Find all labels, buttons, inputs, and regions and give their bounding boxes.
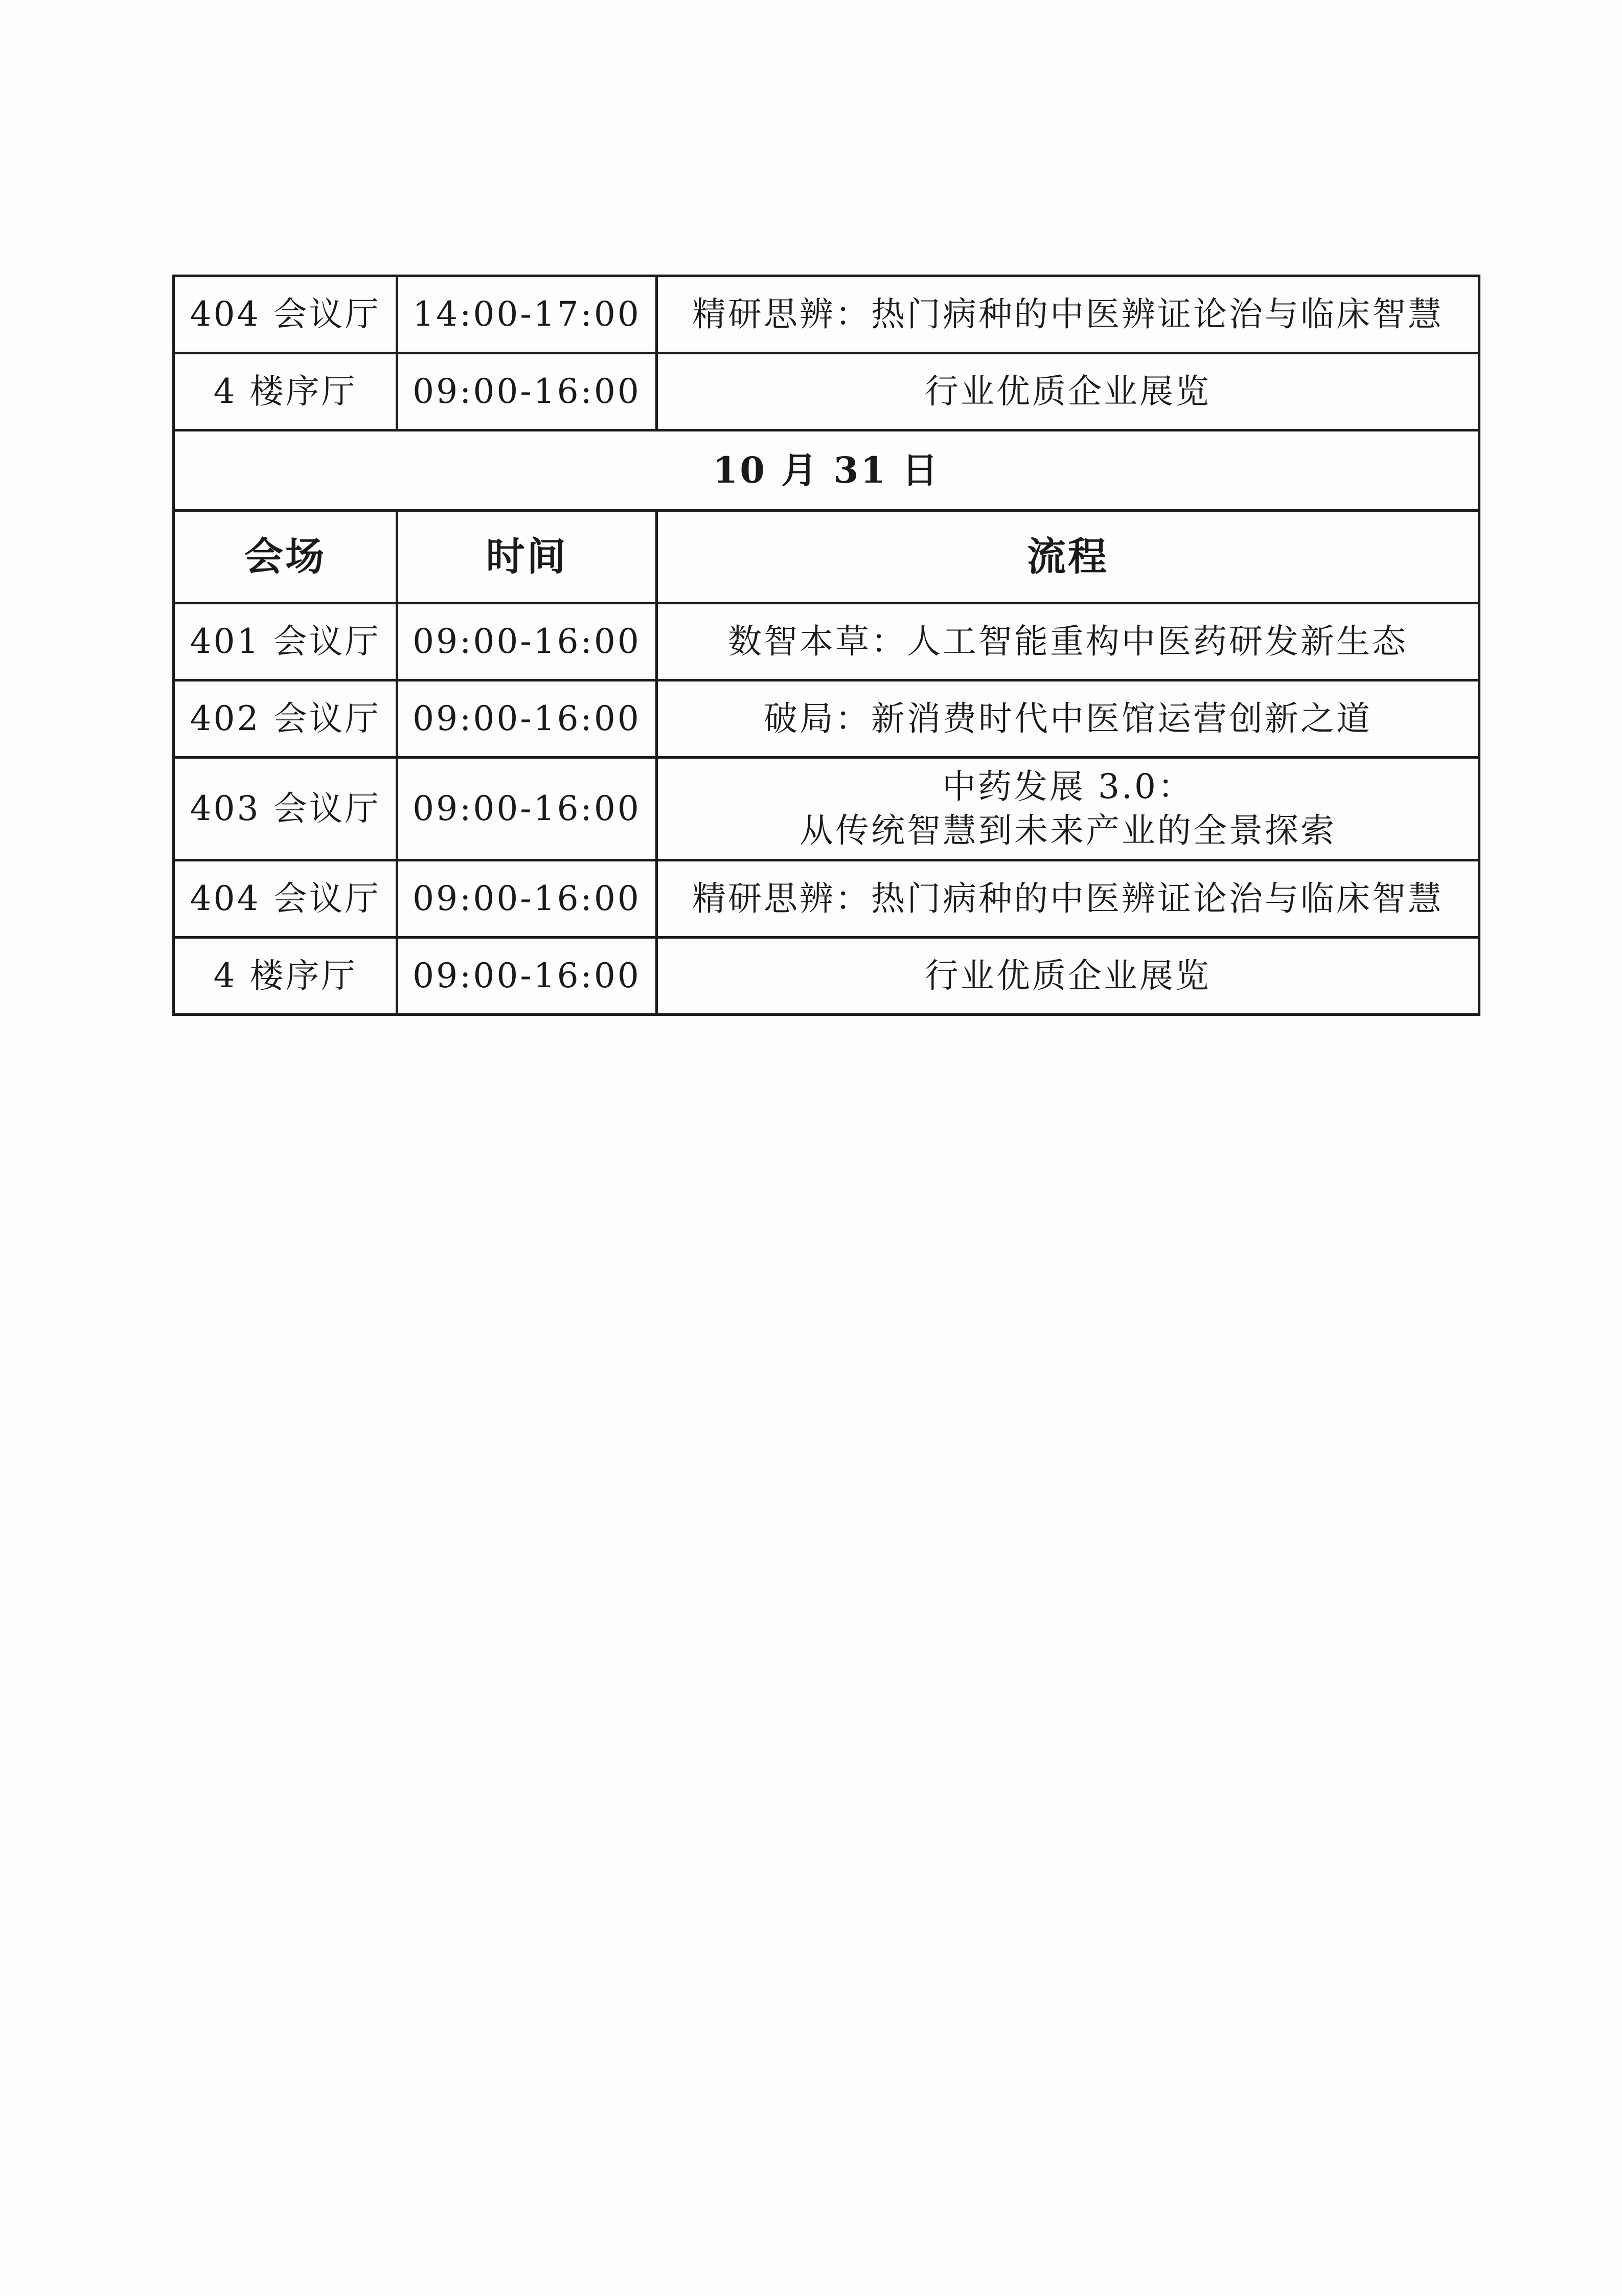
time-cell: 09:00-16:00 — [397, 680, 657, 758]
time-cell: 09:00-16:00 — [397, 938, 657, 1015]
column-header-row — [174, 511, 1479, 603]
venue-cell: 4 楼序厅 — [174, 938, 397, 1015]
venue-cell: 401 会议厅 — [174, 603, 397, 680]
time-cell: 14:00-17:00 — [397, 276, 657, 353]
venue-cell: 404 会议厅 — [174, 276, 397, 353]
day-header: 10 月 31 日 — [174, 430, 1479, 511]
flow-line: 从传统智慧到未来产业的全景探索 — [799, 811, 1336, 850]
flow-cell: 数智本草：人工智能重构中医药研发新生态 — [657, 603, 1479, 680]
table-row — [174, 680, 1479, 758]
flow-header: 流程 — [657, 511, 1479, 603]
table-row — [174, 276, 1479, 353]
time-cell: 09:00-16:00 — [397, 758, 657, 860]
table-row — [174, 860, 1479, 938]
table-row — [174, 938, 1479, 1015]
schedule-table — [172, 275, 1480, 1016]
flow-cell: 精研思辨：热门病种的中医辨证论治与临床智慧 — [657, 276, 1479, 353]
time-header: 时间 — [397, 511, 657, 603]
time-cell: 09:00-16:00 — [397, 353, 657, 430]
venue-cell: 404 会议厅 — [174, 860, 397, 938]
flow-cell: 行业优质企业展览 — [657, 353, 1479, 430]
venue-cell: 4 楼序厅 — [174, 353, 397, 430]
time-cell: 09:00-16:00 — [397, 860, 657, 938]
table-row — [174, 353, 1479, 430]
flow-cell — [657, 758, 1479, 860]
flow-cell: 破局：新消费时代中医馆运营创新之道 — [657, 680, 1479, 758]
flow-cell: 行业优质企业展览 — [657, 938, 1479, 1015]
venue-header: 会场 — [174, 511, 397, 603]
date-row — [174, 430, 1479, 511]
table-row — [174, 603, 1479, 680]
time-cell: 09:00-16:00 — [397, 603, 657, 680]
flow-cell: 精研思辨：热门病种的中医辨证论治与临床智慧 — [657, 860, 1479, 938]
venue-cell: 403 会议厅 — [174, 758, 397, 860]
flow-line: 中药发展 3.0： — [942, 767, 1194, 806]
table-row — [174, 758, 1479, 860]
venue-cell: 402 会议厅 — [174, 680, 397, 758]
